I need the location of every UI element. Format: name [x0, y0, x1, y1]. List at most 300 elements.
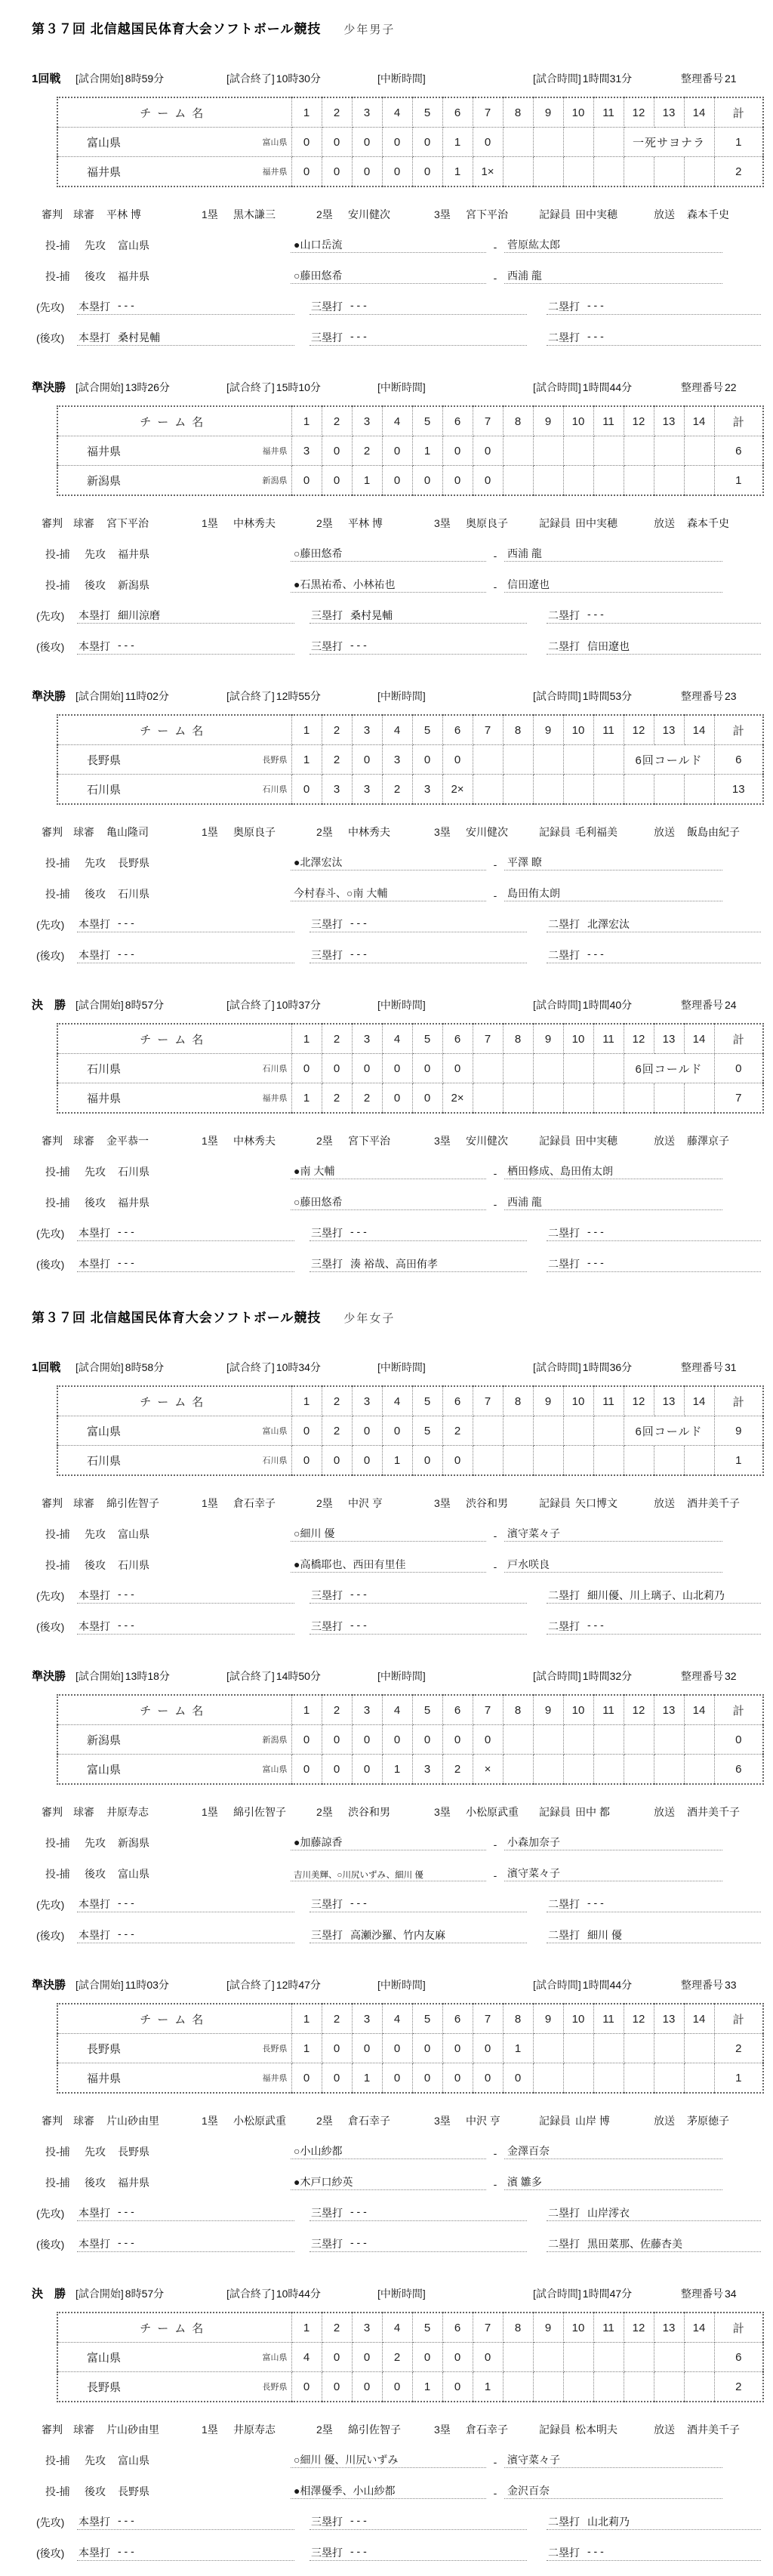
game-block: [32, 2285, 773, 2561]
game-block: [32, 688, 773, 963]
game-start-label: [試合開始]: [75, 1670, 124, 1682]
inning-score-cell: 1: [352, 2063, 382, 2094]
battery-dash: -: [493, 2456, 497, 2468]
inning-score-cell: 0: [352, 157, 382, 187]
team-score-row: [57, 745, 763, 775]
double-value: 細川 優: [587, 1929, 622, 1941]
inning-score-cell: [624, 1083, 654, 1114]
total-score-cell: 2: [714, 157, 763, 187]
plate-umpire-label: 球審: [73, 2115, 94, 2127]
inning-score-cell: 0: [352, 745, 382, 775]
battery-dash: -: [493, 889, 497, 901]
inning-score-cell: [533, 2034, 563, 2063]
inning-header: 4: [382, 2313, 412, 2343]
battery-line: [32, 1558, 773, 1573]
gh-int-segment: [377, 1977, 533, 1992]
team-name-small: 富山県: [262, 1427, 288, 1436]
hl-seg2-segment: [310, 2205, 527, 2221]
game-start-time: 11時02分: [125, 690, 169, 702]
inning-header: 5: [412, 1695, 442, 1725]
inning-score-cell: 0: [412, 2034, 442, 2063]
inning-score-cell: [503, 775, 533, 805]
inning-score-cell: [503, 1054, 533, 1083]
inning-header: 14: [684, 97, 714, 128]
game-note-cell: 6回コールド: [624, 745, 714, 775]
inning-header: 13: [654, 2313, 684, 2343]
third-base-label: 3塁: [434, 1135, 451, 1147]
interruption-label: [中断時間]: [377, 999, 426, 1011]
team-name-small: 福井県: [262, 1094, 288, 1103]
serial-label: 整理番号: [681, 999, 723, 1011]
inning-header: 9: [533, 1695, 563, 1725]
inning-score-cell: [563, 1725, 593, 1755]
inning-score-cell: [473, 1083, 503, 1114]
inning-header: 3: [352, 2004, 382, 2034]
inning-score-cell: [563, 1416, 593, 1446]
inning-score-cell: 3: [322, 775, 352, 805]
home-run-label: 本塁打: [79, 1929, 110, 1941]
umpires-line: [32, 1496, 773, 1511]
inning-header: 11: [593, 1386, 624, 1416]
team-score-row: [57, 436, 763, 466]
double-value: 細川優、川上璃子、山北莉乃: [587, 1589, 725, 1601]
catcher-name: 金澤百奈: [504, 2143, 722, 2159]
double-value: - - -: [587, 948, 604, 960]
home-run-label: 本塁打: [79, 1589, 110, 1601]
hl-seg1-segment: [77, 948, 294, 963]
total-score-cell: 6: [714, 436, 763, 466]
inning-header: 2: [322, 1386, 352, 1416]
batting-order-label: 後攻: [85, 1559, 106, 1571]
inning-header: 14: [684, 2313, 714, 2343]
inning-score-cell: [684, 436, 714, 466]
pitcher-name: ●木戸口紗英: [291, 2174, 486, 2190]
inning-score-cell: 0: [352, 1416, 382, 1446]
interruption-label: [中断時間]: [377, 690, 426, 702]
inning-header: 4: [382, 2004, 412, 2034]
game-block: [32, 1668, 773, 1943]
inning-score-cell: 0: [382, 2372, 412, 2402]
inning-score-cell: [503, 2372, 533, 2402]
inning-header: 1: [291, 406, 322, 436]
inning-header: 1: [291, 1386, 322, 1416]
umpires-line: [32, 207, 773, 222]
batting-order-label: 先攻: [85, 239, 106, 251]
third-base-label: 3塁: [434, 826, 451, 838]
inning-score-cell: [593, 466, 624, 496]
catcher-name: 西浦 龍: [504, 546, 722, 562]
hl-seg1-segment: [77, 2236, 294, 2252]
inning-header: 7: [473, 97, 503, 128]
team-score-row: [57, 2343, 763, 2372]
inning-score-cell: [593, 2372, 624, 2402]
inning-header: 14: [684, 715, 714, 745]
total-score-cell: 0: [714, 1725, 763, 1755]
inning-header: 5: [412, 1024, 442, 1054]
triple-label: 三塁打: [311, 2238, 343, 2250]
inning-score-cell: [593, 1755, 624, 1785]
inning-score-cell: [563, 466, 593, 496]
team-name: 新潟県: [87, 474, 122, 488]
inning-score-cell: [593, 1416, 624, 1446]
inning-score-cell: [563, 128, 593, 157]
inning-header: 7: [473, 1024, 503, 1054]
inning-header: 3: [352, 715, 382, 745]
third-base-label: 3塁: [434, 1806, 451, 1818]
team-name-small: 長野県: [262, 2383, 288, 2392]
hl-seg2-segment: [310, 330, 527, 346]
team-name: 富山県: [87, 1763, 122, 1776]
double-label: 二塁打: [548, 1620, 580, 1632]
inning-header: 1: [291, 2004, 322, 2034]
inning-header: 11: [593, 97, 624, 128]
inning-score-cell: [684, 2034, 714, 2063]
home-run-value: - - -: [118, 1619, 134, 1631]
inning-header: 9: [533, 2313, 563, 2343]
battery-dash: -: [493, 1167, 497, 1179]
game-header-line: [32, 997, 773, 1012]
announcer-label: 放送: [654, 1135, 675, 1147]
triple-value: 湊 裕哉、高田侑孝: [350, 1258, 438, 1270]
extra-base-hits-line: [32, 1257, 773, 1272]
battery-dash: -: [493, 858, 497, 870]
batting-order-label: 後攻: [85, 1197, 106, 1209]
total-header: 計: [714, 1386, 763, 1416]
inning-score-cell: 0: [291, 1446, 322, 1476]
double-value: 黒田菜那、佐藤杏美: [587, 2238, 682, 2250]
inning-score-cell: [684, 775, 714, 805]
gh-serial-segment: [681, 997, 773, 1012]
team-score-row: [57, 1416, 763, 1446]
inning-score-cell: [503, 1083, 533, 1114]
team-cell: [57, 1446, 291, 1476]
team-cell-content: [58, 443, 291, 459]
inning-header: 6: [442, 1386, 473, 1416]
pitcher-name: ○藤田悠希: [291, 268, 486, 284]
round-label: 1回戦: [32, 1361, 61, 1374]
triple-value: - - -: [350, 2545, 367, 2557]
inning-score-cell: [593, 2063, 624, 2094]
pitcher-catcher-label: 投-捕: [45, 2454, 70, 2467]
inning-header: 11: [593, 1024, 624, 1054]
inning-header: 2: [322, 2313, 352, 2343]
triple-value: - - -: [350, 2205, 367, 2217]
team-name-header: チーム名: [57, 97, 291, 128]
team-name-small: 長野県: [262, 2044, 288, 2054]
inning-score-cell: 0: [352, 2343, 382, 2372]
inning-score-cell: 0: [382, 436, 412, 466]
catcher-name: 濱守菜々子: [504, 1866, 722, 1881]
game-block: [32, 379, 773, 655]
gh-dur-segment: [533, 1360, 681, 1375]
hl-seg2-segment: [310, 1927, 527, 1943]
team-cell: [57, 436, 291, 466]
triple-value: - - -: [350, 1897, 367, 1909]
inning-score-cell: [684, 1446, 714, 1476]
battery-team-name: 長野県: [118, 857, 149, 869]
catcher-name: 菅原紘太郎: [504, 237, 722, 253]
announcer-label: 放送: [654, 208, 675, 220]
interruption-label: [中断時間]: [377, 1361, 426, 1373]
inning-header: 14: [684, 2004, 714, 2034]
serial-number: 24: [725, 999, 737, 1011]
inning-header: 1: [291, 1024, 322, 1054]
hl-seg1-segment: [77, 299, 294, 315]
inning-score-cell: 0: [291, 1725, 322, 1755]
inning-header: 6: [442, 1695, 473, 1725]
third-base-umpire-name: 中沢 亨: [466, 2115, 500, 2127]
extra-base-hits-line: [32, 609, 773, 624]
inning-score-cell: [563, 745, 593, 775]
inning-score-cell: [654, 157, 684, 187]
battery-team-name: 福井県: [118, 2177, 149, 2189]
table-header-row: [57, 715, 763, 745]
gh-serial-segment: [681, 71, 773, 86]
inning-score-cell: [593, 775, 624, 805]
gh-start-segment: [75, 689, 226, 704]
inning-header: 6: [442, 715, 473, 745]
battery-dash: -: [493, 241, 497, 253]
gh-serial-segment: [681, 2286, 773, 2301]
hl-seg2-segment: [310, 1588, 527, 1604]
game-duration: 1時間31分: [582, 72, 633, 85]
third-base-umpire-name: 奥原良子: [466, 517, 508, 529]
team-cell: [57, 2034, 291, 2063]
team-cell: [57, 157, 291, 187]
second-base-label: 2塁: [316, 2423, 333, 2436]
total-score-cell: 13: [714, 775, 763, 805]
gh-end-segment: [226, 1669, 377, 1684]
home-run-value: - - -: [118, 2514, 134, 2526]
plate-umpire-label: 球審: [73, 208, 94, 220]
inning-header: 12: [624, 1024, 654, 1054]
batting-order-label: 先攻: [85, 1166, 106, 1178]
team-name-header: チーム名: [57, 1695, 291, 1725]
double-value: - - -: [587, 608, 604, 620]
serial-number: 32: [725, 1670, 737, 1682]
inning-score-cell: [624, 2034, 654, 2063]
gh-int-segment: [377, 2286, 533, 2301]
hl-seg2-segment: [310, 608, 527, 624]
inning-header: 3: [352, 97, 382, 128]
battery-dash: -: [493, 2178, 497, 2190]
interruption-label: [中断時間]: [377, 2288, 426, 2300]
gh-start-segment: [75, 1669, 226, 1684]
gh-end-segment: [226, 1977, 377, 1992]
pitcher-name: ○細川 優、川尻いずみ: [291, 2452, 486, 2468]
team-cell: [57, 1054, 291, 1083]
battery-line: [32, 1866, 773, 1881]
hl-seg2-segment: [310, 2545, 527, 2561]
inning-score-cell: [563, 2343, 593, 2372]
inning-score-cell: [684, 2372, 714, 2402]
hits-order-label: (先攻): [36, 2516, 65, 2528]
total-score-cell: 0: [714, 1054, 763, 1083]
inning-score-cell: 0: [382, 1725, 412, 1755]
team-name-header: チーム名: [57, 1386, 291, 1416]
team-score-row: [57, 2372, 763, 2402]
inning-header: 13: [654, 97, 684, 128]
inning-score-cell: 0: [382, 1083, 412, 1114]
double-value: - - -: [587, 1256, 604, 1268]
hits-order-label: (後攻): [36, 1259, 65, 1271]
inning-score-cell: 3: [291, 436, 322, 466]
inning-score-cell: [533, 1446, 563, 1476]
table-header-row: [57, 1024, 763, 1054]
third-base-umpire-name: 宮下平治: [466, 208, 508, 220]
inning-header: 10: [563, 1024, 593, 1054]
umpire-label: 審判: [42, 208, 63, 220]
inning-header: 14: [684, 1024, 714, 1054]
scorer-label: 記録員: [539, 826, 571, 838]
triple-label: 三塁打: [311, 2207, 343, 2219]
inning-score-cell: 0: [473, 466, 503, 496]
double-label: 二塁打: [548, 918, 580, 930]
inning-header: 13: [654, 2004, 684, 2034]
home-run-value: - - -: [118, 1256, 134, 1268]
hits-order-label: (先攻): [36, 1228, 65, 1240]
inning-score-cell: 0: [382, 2034, 412, 2063]
home-run-label: 本塁打: [79, 300, 110, 313]
inning-header: 1: [291, 97, 322, 128]
inning-score-cell: [473, 745, 503, 775]
umpire-label: 審判: [42, 826, 63, 838]
battery-dash: -: [493, 581, 497, 593]
inning-score-cell: 2×: [442, 775, 473, 805]
inning-score-cell: 0: [322, 1446, 352, 1476]
pitcher-catcher-label: 投-捕: [45, 2146, 70, 2158]
inning-score-cell: [654, 2343, 684, 2372]
battery-team-name: 富山県: [118, 1868, 149, 1880]
game-start-label: [試合開始]: [75, 1361, 124, 1373]
second-base-umpire-name: 綿引佐智子: [348, 2423, 401, 2436]
game-block: [32, 997, 773, 1272]
inning-header: 11: [593, 1695, 624, 1725]
inning-header: 9: [533, 1386, 563, 1416]
inning-score-cell: 0: [322, 128, 352, 157]
inning-score-cell: 0: [352, 128, 382, 157]
inning-score-cell: [684, 2063, 714, 2094]
second-base-umpire-name: 渋谷和男: [348, 1806, 390, 1818]
total-header: 計: [714, 2004, 763, 2034]
pitcher-catcher-label: 投-捕: [45, 2485, 70, 2497]
score-table: [57, 405, 764, 496]
inning-header: 5: [412, 715, 442, 745]
inning-score-cell: 0: [352, 1054, 382, 1083]
game-start-label: [試合開始]: [75, 72, 124, 85]
game-duration: 1時間32分: [582, 1670, 633, 1682]
triple-label: 三塁打: [311, 331, 343, 344]
total-header: 計: [714, 1695, 763, 1725]
pitcher-catcher-label: 投-捕: [45, 2177, 70, 2189]
inning-score-cell: ×: [473, 1755, 503, 1785]
scorer-label: 記録員: [539, 1497, 571, 1509]
gh-dur-segment: [533, 380, 681, 395]
game-end-time: 10時34分: [276, 1361, 321, 1373]
battery-dash: -: [493, 1869, 497, 1881]
pitcher-name: ○細川 優: [291, 1526, 486, 1542]
triple-label: 三塁打: [311, 1227, 343, 1239]
team-cell-content: [58, 1423, 291, 1439]
inning-score-cell: [563, 2063, 593, 2094]
game-end-label: [試合終了]: [226, 381, 275, 393]
total-header: 計: [714, 2313, 763, 2343]
triple-label: 三塁打: [311, 609, 343, 621]
inning-score-cell: [624, 2372, 654, 2402]
third-base-umpire-name: 倉石幸子: [466, 2423, 508, 2436]
triple-label: 三塁打: [311, 1929, 343, 1941]
gh-serial-segment: [681, 1360, 773, 1375]
scorer-name: 松本明夫: [575, 2423, 617, 2436]
gh-int-segment: [377, 1360, 533, 1375]
umpire-label: 審判: [42, 1497, 63, 1509]
inning-score-cell: 0: [412, 1446, 442, 1476]
hits-order-label: (後攻): [36, 2239, 65, 2251]
double-label: 二塁打: [548, 300, 580, 313]
double-label: 二塁打: [548, 949, 580, 961]
team-cell-content: [58, 2041, 291, 2057]
scorer-label: 記録員: [539, 517, 571, 529]
inning-score-cell: 0: [442, 2343, 473, 2372]
table-header-row: [57, 2313, 763, 2343]
gh-int-segment: [377, 689, 533, 704]
second-base-label: 2塁: [316, 2115, 333, 2127]
inning-score-cell: [593, 1083, 624, 1114]
first-base-label: 1塁: [202, 826, 218, 838]
batting-order-label: 後攻: [85, 2485, 106, 2497]
serial-label: 整理番号: [681, 2288, 723, 2300]
battery-line: [32, 2175, 773, 2190]
inning-score-cell: 1: [352, 466, 382, 496]
plate-umpire-label: 球審: [73, 1135, 94, 1147]
team-name: 福井県: [87, 2072, 122, 2085]
team-score-row: [57, 1083, 763, 1114]
inning-header: 13: [654, 1386, 684, 1416]
double-label: 二塁打: [548, 1258, 580, 1270]
triple-value: - - -: [350, 639, 367, 651]
team-cell-content: [58, 781, 291, 797]
inning-header: 13: [654, 715, 684, 745]
team-score-row: [57, 1446, 763, 1476]
game-end-time: 14時50分: [276, 1670, 321, 1682]
team-cell: [57, 1725, 291, 1755]
gh-dur-segment: [533, 997, 681, 1012]
battery-team-name: 石川県: [118, 1166, 149, 1178]
team-name: 富山県: [87, 2351, 122, 2365]
pitcher-name: ●相澤優季、小山紗都: [291, 2483, 486, 2499]
umpires-line: [32, 516, 773, 531]
inning-header: 1: [291, 1695, 322, 1725]
serial-label: 整理番号: [681, 690, 723, 702]
total-score-cell: 1: [714, 466, 763, 496]
inning-header: 10: [563, 406, 593, 436]
first-base-umpire-name: 中林秀夫: [233, 517, 276, 529]
team-cell: [57, 1755, 291, 1785]
triple-value: - - -: [350, 330, 367, 342]
home-run-value: - - -: [118, 639, 134, 651]
inning-header: 11: [593, 406, 624, 436]
batting-order-label: 後攻: [85, 1868, 106, 1880]
inning-header: 9: [533, 715, 563, 745]
hl-seg3-segment: [547, 2514, 761, 2530]
extra-base-hits-line: [32, 1588, 773, 1604]
team-name: 福井県: [87, 1092, 122, 1105]
team-name-small: 新潟県: [262, 476, 288, 485]
hl-seg1-segment: [77, 639, 294, 655]
inning-score-cell: [654, 466, 684, 496]
game-end-label: [試合終了]: [226, 2288, 275, 2300]
inning-score-cell: [533, 1416, 563, 1446]
